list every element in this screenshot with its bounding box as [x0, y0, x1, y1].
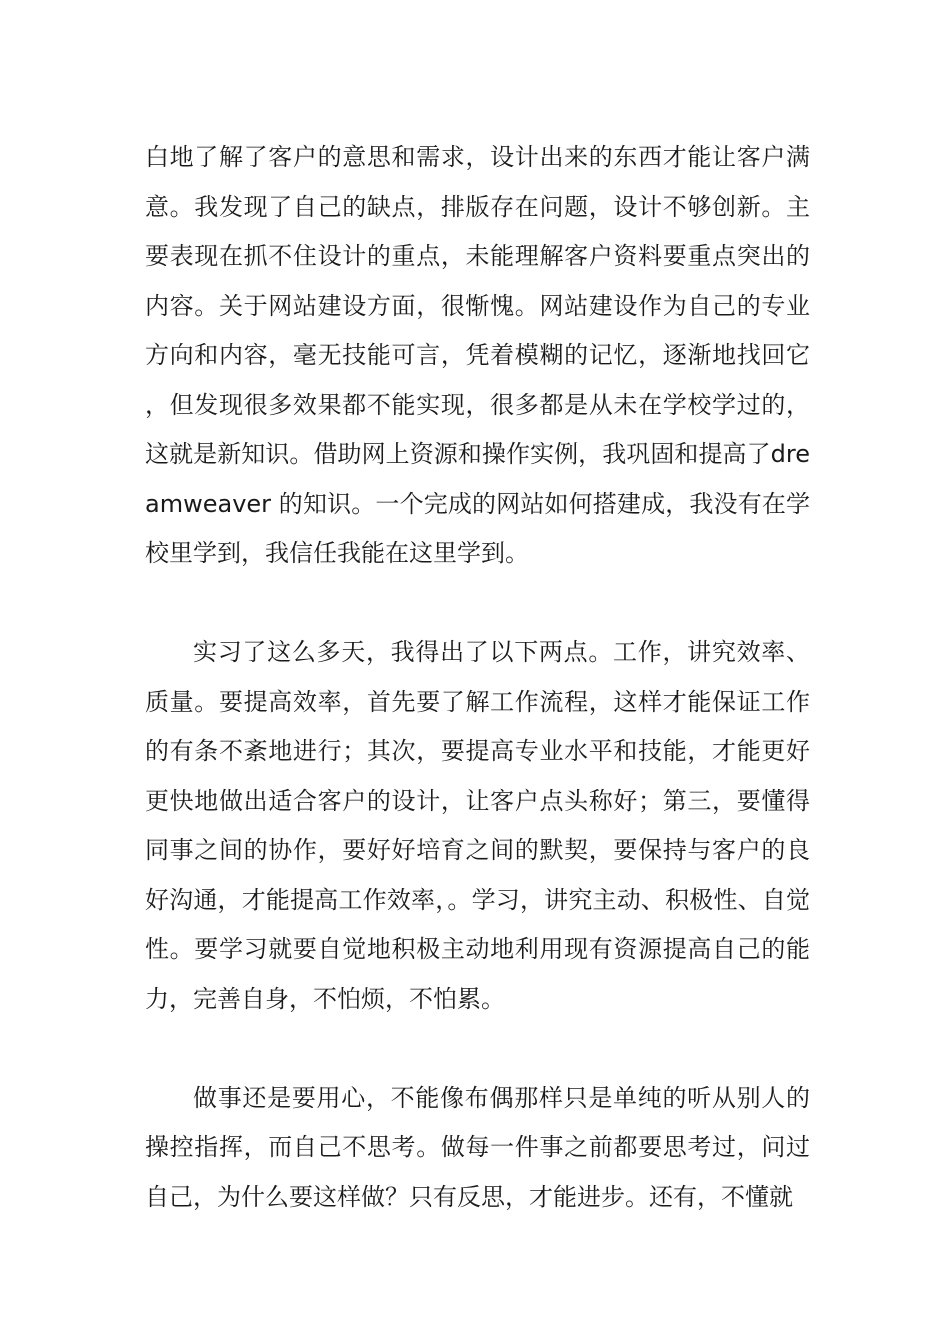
- paragraph-2: 实习了这么多天，我得出了以下两点。工作，讲究效率、质量。要提高效率，首先要了解工作流程，这样才能保证工作的有条不紊地进行；其次，要提高专业水平和技能，才能更好更快地做出适合客户的设计，让客户点头称好；第三，要懂得同事之间的协作，要好好培育之间的默契，要保持与客户的良好沟通，才能提高工作效率，。学习，讲究主动、积极性、自觉性。要学习就要自觉地积极主动地利用现有资源提高自己的能力，完善自身，不怕烦，不怕累。: [145, 638, 810, 1013]
- document-body: [145, 133, 810, 1222]
- paragraph-3: 做事还是要用心，不能像布偶那样只是单纯的听从别人的操控指挥，而自己不思考。做每一件事之前都要思考过，问过自己，为什么要这样做？只有反思，才能进步。还有，不懂就: [145, 1083, 810, 1211]
- paragraph-1: 白地了解了客户的意思和需求，设计出来的东西才能让客户满意。我发现了自己的缺点，排版存在问题，设计不够创新。主要表现在抓不住设计的重点，未能理解客户资料要重点突出的内容。关于网站建设方面，很惭愧。网站建设作为自己的专业方向和内容，毫无技能可言，凭着模糊的记忆，逐渐地找回它，但发现很多效果都不能实现，很多都是从未在学校学过的，这就是新知识。借助网上资源和操作实例，我巩固和提高了dreamweaver 的知识。一个完成的网站如何搭建成，我没有在学校里学到，我信任我能在这里学到。: [145, 143, 810, 567]
